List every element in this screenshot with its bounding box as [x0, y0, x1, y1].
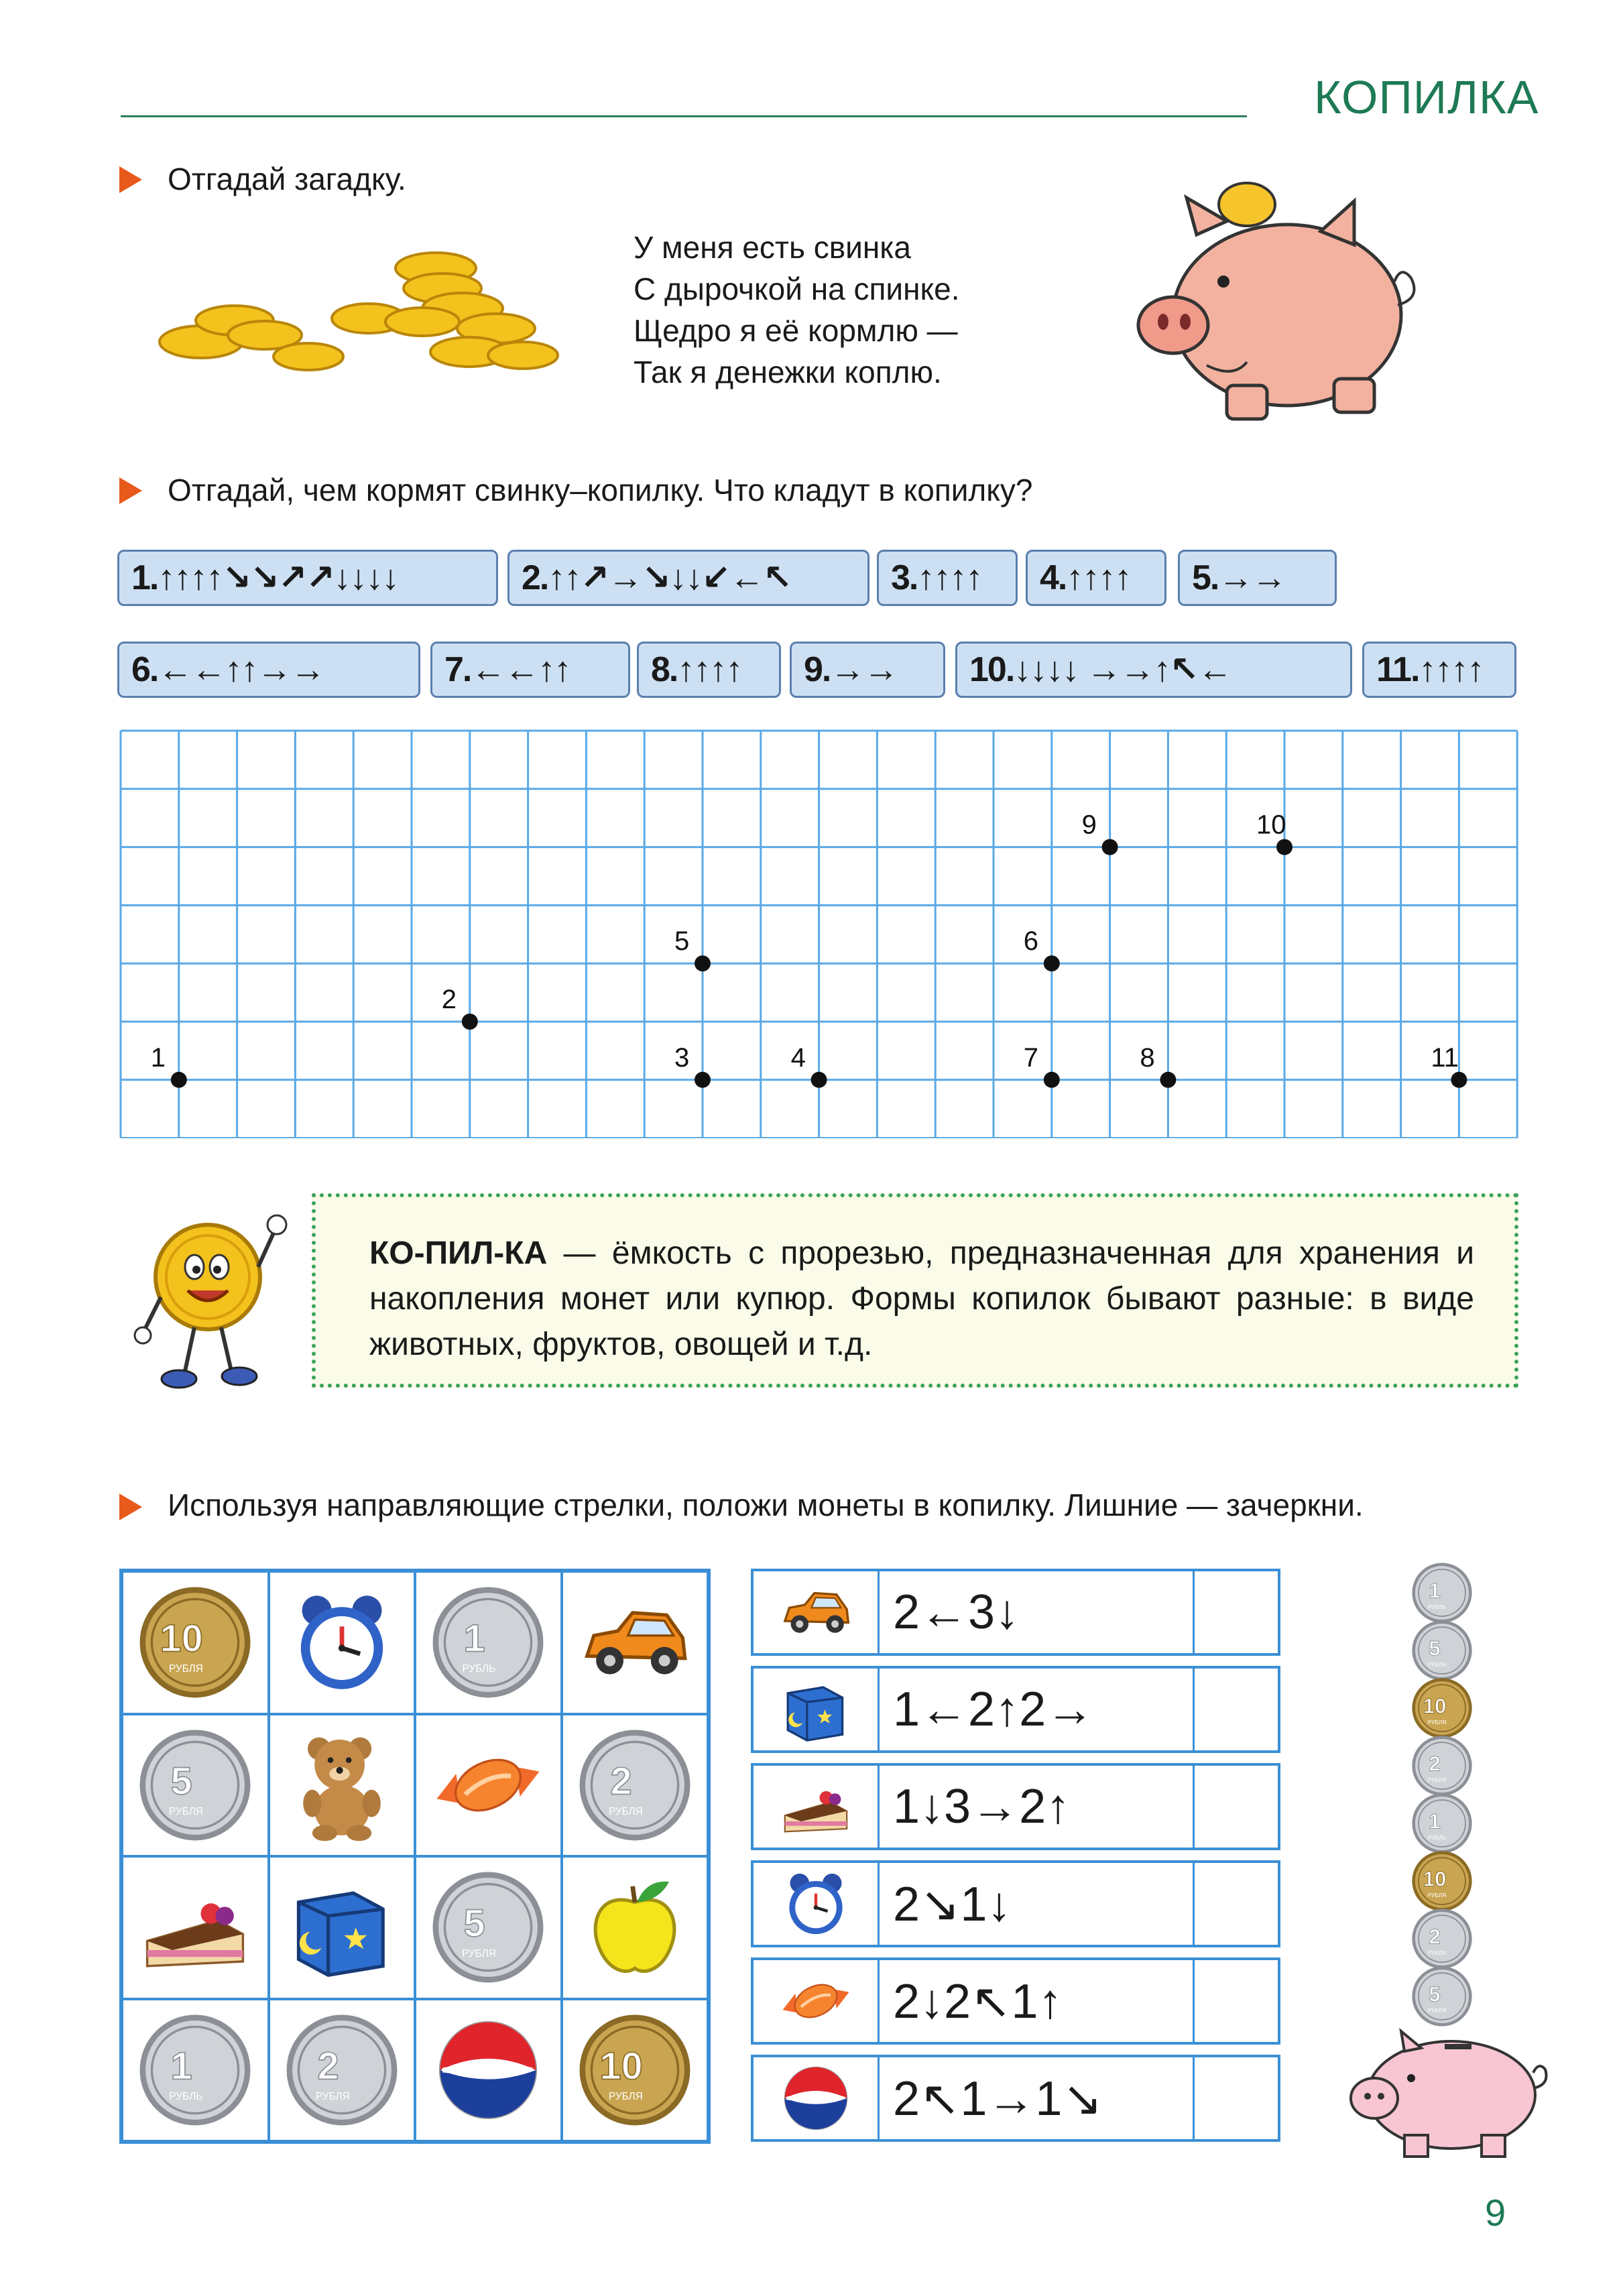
coin-icon: [138, 1728, 252, 1842]
grid-point-label: 10: [1256, 810, 1286, 840]
answer-cell[interactable]: [1195, 1766, 1278, 1848]
svg-text:РУБЛЬ: РУБЛЬ: [1428, 1834, 1447, 1841]
stack-coin-icon: [1411, 1908, 1473, 1970]
grid-point-label: 5: [674, 926, 690, 957]
svg-text:5: 5: [170, 1760, 192, 1803]
task-marker-icon: [119, 1494, 142, 1520]
svg-text:1: 1: [1429, 1809, 1441, 1833]
code-label: 6.: [131, 650, 158, 689]
page-title: КОПИЛКА: [1314, 71, 1539, 123]
svg-text:РУБЛЯ: РУБЛЯ: [462, 1948, 497, 1960]
code-label: 3.: [891, 558, 918, 597]
code-arrows: ↑↑↑↑: [1066, 558, 1131, 597]
code-arrows: ↑↑↑↑: [1419, 650, 1484, 689]
riddle-poem: [634, 227, 960, 393]
code-label: 9.: [804, 650, 831, 689]
code-arrows: ↑↑↑↑: [917, 558, 982, 597]
code-box-1: [117, 550, 498, 606]
coin-mascot-image: [131, 1203, 298, 1398]
svg-text:РУБЛЯ: РУБЛЯ: [315, 2090, 350, 2102]
clue-item-icon: [754, 1766, 880, 1848]
clue-directions: 2↖1→1↘: [880, 2057, 1195, 2139]
code-box-4: [1026, 550, 1166, 606]
svg-text:РУБЛЯ: РУБЛЯ: [1427, 1719, 1447, 1726]
riddle-line: Так я денежки коплю.: [634, 355, 942, 389]
code-arrows: ↑↑↑↑: [677, 650, 742, 689]
svg-text:2: 2: [610, 1760, 632, 1803]
svg-text:2: 2: [1429, 1925, 1441, 1949]
task-marker-icon: [119, 477, 142, 504]
code-label: 4.: [1040, 558, 1067, 597]
coin-icon: [431, 1585, 545, 1699]
stack-coin-icon: [1411, 1966, 1473, 2027]
definition-box: [312, 1193, 1518, 1388]
picture-cell[interactable]: [562, 1856, 709, 1999]
svg-text:РУБЛЯ: РУБЛЯ: [608, 1805, 643, 1817]
code-label: 1.: [131, 558, 158, 597]
toy-car-icon: [578, 1585, 692, 1699]
code-box-10: [955, 642, 1352, 698]
grid-point[interactable]: [1102, 839, 1118, 855]
candy-icon: [779, 1964, 853, 2038]
grid-point-label: 7: [1023, 1042, 1039, 1073]
code-label: 7.: [444, 650, 471, 689]
svg-text:РУБЛЯ: РУБЛЯ: [169, 1663, 204, 1675]
svg-text:5: 5: [1429, 1636, 1441, 1660]
picture-cell[interactable]: [122, 1714, 269, 1857]
clue-item-icon: [754, 1960, 880, 2042]
clue-item-icon: [754, 1863, 880, 1945]
alarm-clock-icon: [285, 1585, 399, 1699]
grid-point-label: 9: [1081, 810, 1097, 840]
grid-point[interactable]: [1044, 1072, 1060, 1088]
stack-coin-icon: [1411, 1620, 1473, 1681]
picture-cell[interactable]: [415, 1571, 562, 1714]
code-box-6: [117, 642, 420, 698]
picture-cell[interactable]: [562, 1999, 709, 2142]
code-arrows: ←←↑↑→→: [158, 650, 324, 689]
picture-cell[interactable]: [269, 1999, 416, 2142]
candy-icon: [431, 1728, 545, 1842]
code-box-2: [507, 550, 869, 606]
answer-cell[interactable]: [1195, 1571, 1278, 1653]
svg-text:РУБЛЬ: РУБЛЬ: [1428, 1604, 1447, 1610]
code-arrows: ↓↓↓↓ →→↑↖←: [1014, 650, 1231, 689]
page-number: 9: [1485, 2191, 1506, 2234]
svg-text:РУБЛЯ: РУБЛЯ: [1427, 1949, 1447, 1956]
clue-item-icon: [754, 2057, 880, 2139]
grid-point[interactable]: [462, 1014, 478, 1030]
grid-point[interactable]: [1160, 1072, 1176, 1088]
code-box-7: [430, 642, 630, 698]
code-arrows: →→: [1218, 558, 1286, 597]
coin-icon: [578, 2013, 692, 2127]
grid-point[interactable]: [695, 1072, 711, 1088]
svg-text:1: 1: [463, 1617, 485, 1660]
answer-cell[interactable]: [1195, 2057, 1278, 2139]
definition-term: КО-ПИЛ-КА: [369, 1235, 548, 1271]
picture-cell[interactable]: [415, 1714, 562, 1857]
code-arrows: ←←↑↑: [471, 650, 570, 689]
clue-directions: 1←2↑2→: [880, 1669, 1195, 1750]
clue-row: [751, 1666, 1280, 1753]
code-box-11: [1362, 642, 1516, 698]
definition-text: — ёмкость с прорезью, предназначенная для хранения и накопления монет или купюр. Формы копилок бывают разные: в виде животных, фруктов, овощей и т.д.: [369, 1235, 1474, 1362]
clue-row: [751, 1860, 1280, 1947]
clue-row: [751, 1763, 1280, 1850]
riddle-line: Щедро я её кормлю —: [634, 313, 958, 348]
stack-coin-icon: [1411, 1850, 1473, 1912]
cake-icon: [779, 1770, 853, 1844]
riddle-line: У меня есть свинка: [634, 230, 911, 265]
picture-cell[interactable]: [269, 1856, 416, 1999]
code-box-3: [877, 550, 1018, 606]
grid-point-label: 2: [441, 985, 457, 1014]
code-label: 2.: [522, 558, 548, 597]
grid-point-label: 11: [1431, 1042, 1459, 1073]
toy-car-icon: [779, 1575, 853, 1649]
task-1-instruction: Отгадай загадку.: [168, 162, 406, 196]
svg-text:2: 2: [1429, 1752, 1441, 1776]
stack-coin-icon: [1411, 1677, 1473, 1739]
clue-directions: 2↘1↓: [880, 1863, 1195, 1945]
coin-icon: [138, 1585, 252, 1699]
picture-cell[interactable]: [415, 1999, 562, 2142]
svg-text:РУБЛЬ: РУБЛЬ: [462, 1663, 496, 1675]
grid-point-label: 8: [1140, 1042, 1155, 1073]
answer-cell[interactable]: [1195, 1669, 1278, 1750]
svg-text:РУБЛЯ: РУБЛЯ: [1427, 1661, 1447, 1668]
svg-text:1: 1: [170, 2045, 192, 2088]
grid-point[interactable]: [1276, 839, 1293, 855]
code-label: 11.: [1376, 650, 1419, 689]
riddle-line: С дырочкой на спинке.: [634, 271, 960, 306]
clue-row: [751, 2055, 1280, 2142]
clue-item-icon: [754, 1571, 880, 1653]
dot-grid: [119, 729, 1520, 1138]
code-label: 10.: [969, 650, 1014, 689]
task-2-instruction: Отгадай, чем кормят свинку–копилку. Что кладут в копилку?: [168, 473, 1033, 507]
clue-directions: 2↓2↖1↑: [880, 1960, 1195, 2042]
stack-coin-icon: [1411, 1562, 1473, 1624]
piggy-bank-image: [1133, 171, 1421, 432]
grid-point[interactable]: [1451, 1072, 1467, 1088]
clue-row: [751, 1569, 1280, 1656]
svg-text:РУБЛЬ: РУБЛЬ: [169, 2090, 203, 2102]
stack-coin-icon: [1411, 1735, 1473, 1797]
ball-icon: [431, 2013, 545, 2127]
grid-point[interactable]: [695, 955, 711, 971]
svg-text:1: 1: [1429, 1579, 1441, 1603]
svg-text:5: 5: [1429, 1982, 1441, 2006]
picture-cell[interactable]: [562, 1714, 709, 1857]
grid-point[interactable]: [811, 1072, 827, 1088]
code-box-9: [790, 642, 945, 698]
code-label: 8.: [651, 650, 678, 689]
svg-text:РУБЛЯ: РУБЛЯ: [1427, 2007, 1447, 2014]
picture-cell[interactable]: [122, 1571, 269, 1714]
teddy-bear-icon: [285, 1728, 399, 1842]
answer-cell[interactable]: [1195, 1960, 1278, 2042]
picture-cell[interactable]: [415, 1856, 562, 1999]
grid-point[interactable]: [1044, 955, 1060, 971]
picture-cell[interactable]: [122, 1999, 269, 2142]
clue-directions: 1↓3→2↑: [880, 1766, 1195, 1848]
svg-text:10: 10: [1423, 1694, 1447, 1718]
grid-point-label: 3: [674, 1042, 690, 1073]
picture-cell[interactable]: [122, 1856, 269, 1999]
clue-row: [751, 1957, 1280, 2045]
coin-icon: [431, 1870, 545, 1984]
svg-text:РУБЛЯ: РУБЛЯ: [608, 2090, 643, 2102]
coin-icon: [138, 2013, 252, 2127]
svg-text:2: 2: [317, 2045, 339, 2088]
picture-grid: [119, 1569, 711, 2144]
ball-icon: [779, 2061, 853, 2135]
toy-cube-icon: [779, 1673, 853, 1746]
answer-cell[interactable]: [1195, 1863, 1278, 1945]
coin-icon: [578, 1728, 692, 1842]
svg-text:РУБЛЯ: РУБЛЯ: [1427, 1892, 1447, 1898]
svg-text:5: 5: [463, 1902, 485, 1945]
gold-coins-image: [147, 241, 577, 389]
grid-point-label: 6: [1023, 926, 1039, 957]
code-label: 5.: [1192, 558, 1219, 597]
cake-icon: [138, 1870, 252, 1984]
stack-coin-icon: [1411, 1793, 1473, 1854]
apple-icon: [578, 1870, 692, 1984]
code-arrows: ↑↑↑↑↘↘↗↗↓↓↓↓: [158, 558, 398, 597]
grid-point-label: 1: [150, 1042, 166, 1073]
svg-text:10: 10: [599, 2045, 643, 2088]
svg-text:10: 10: [160, 1617, 203, 1660]
svg-text:РУБЛЯ: РУБЛЯ: [1427, 1776, 1447, 1783]
task-marker-icon: [119, 166, 142, 193]
toy-cube-icon: [285, 1870, 399, 1984]
svg-text:РУБЛЯ: РУБЛЯ: [169, 1805, 204, 1817]
header-rule: [121, 115, 1247, 117]
code-arrows: →→: [830, 650, 898, 689]
svg-text:10: 10: [1423, 1867, 1447, 1891]
alarm-clock-icon: [779, 1867, 853, 1941]
code-arrows: ↑↑↗→↘↓↓↙←↖: [548, 558, 791, 597]
clue-directions: 2←3↓: [880, 1571, 1195, 1653]
grid-point[interactable]: [171, 1072, 187, 1088]
picture-cell[interactable]: [562, 1571, 709, 1714]
coin-icon: [285, 2013, 399, 2127]
picture-cell[interactable]: [269, 1714, 416, 1857]
clue-item-icon: [754, 1669, 880, 1750]
task-3-instruction: Используя направляющие стрелки, положи монеты в копилку. Лишние — зачеркни.: [168, 1488, 1364, 1522]
code-box-8: [637, 642, 781, 698]
grid-point-label: 4: [790, 1042, 806, 1073]
picture-cell[interactable]: [269, 1571, 416, 1714]
code-box-5: [1178, 550, 1337, 606]
pink-piggy-bank-image: [1337, 2021, 1559, 2162]
